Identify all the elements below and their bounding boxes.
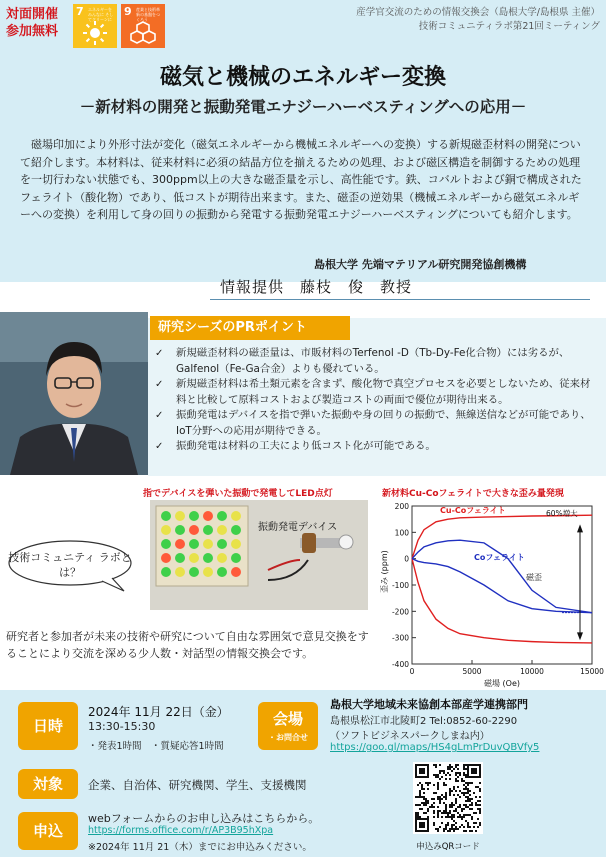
apply-deadline: ※2024年 11月 21（木）までにお申込みください。 [88,842,312,853]
magnetostriction-chart [378,498,604,690]
led-figure-caption: 指でデバイスを弾いた振動で発電してLED点灯 [143,489,333,499]
page-title: 磁気と機械のエネルギー変換 [159,65,446,90]
led-dot [161,525,171,535]
cubes-icon [130,20,156,46]
led-dot [189,511,199,521]
led-dot [175,553,185,563]
apply-instruction: webフォームからのお申し込みはこちらから。 [88,812,320,825]
x-tick-label: 15000 [580,667,604,676]
led-dot [189,553,199,563]
presenter-affiliation: 島根大学 先端マテリアル研究開発協創機構 [314,258,527,271]
led-dot [175,511,185,521]
community-description: 研究者と参加者が未来の技術や研究について自由な雰囲気で意見交換をすることにより交流を深める少人数・対話型の情報交換会です。 [6,630,369,660]
sdg7-number: 7 [76,5,84,18]
led-dot [217,567,227,577]
led-dot [217,511,227,521]
sdg9-number: 9 [124,5,132,18]
qr-code-label: 申込みQRコード [416,842,480,852]
led-dot [189,567,199,577]
pr-point-text: 振動発電はデバイスを指で弾いた振動や身の回りの振動で、無線送信などが可能であり、IoT分野への応用が期待できる。 [176,409,591,437]
y-tick-label: -300 [391,633,409,643]
led-dot [203,539,213,549]
annotation-increase: 60%増大 [546,509,578,518]
led-dot [231,567,241,577]
event-text: 技術コミュニティラボ第21回ミーティング [418,21,600,32]
venue-label-box [258,702,318,750]
led-dot [231,511,241,521]
series-label-co: Coフェライト [474,553,525,562]
chart-x-label: 磁場 (Oe) [484,679,521,688]
led-dot [231,539,241,549]
device-label: 振動発電デバイス [258,522,338,533]
event-date: 2024年 11月 22日（金） [88,705,229,719]
led-dot [231,525,241,535]
led-dot [189,539,199,549]
host-text: 産学官交流のための情報交換会（島根大学/島根県 主催） [356,7,600,18]
led-dot [161,567,171,577]
pr-point [152,346,592,377]
chart-figure-caption: 新材料Cu-Coフェライトで大きな歪み量発現 [382,489,564,499]
date-label: 日時 [18,702,78,750]
led-dot [189,525,199,535]
qr-code-icon[interactable] [413,762,483,834]
y-tick-label: -100 [391,581,409,590]
check-icon: ✓ [155,348,164,359]
pr-point [152,408,592,439]
led-device-photo [150,500,368,610]
led-dot [161,539,171,549]
page-subtitle: －新材料の開発と振動発電エナジーハーベスティングへの応用－ [79,98,527,116]
pr-point-text: 新規磁歪材料の磁歪量は、市販材料のTerfenol -D（Tb-Dy-Fe化合物）には劣るが、Galfenol（Fe-Ga合金）よりも優れている。 [176,347,570,375]
led-dot [161,553,171,563]
led-dot [175,539,185,549]
free-label: 参加無料 [6,24,59,39]
venue-map-link[interactable]: https://goo.gl/maps/HS4gLmPrDuvQBVfy5 [330,742,540,753]
x-tick-label: 10000 [520,667,544,676]
presenter-name: 情報提供 藤枝 俊 教授 [220,278,413,296]
sdg7-label: エネルギーをみんなに そしてクリーンに [88,7,114,22]
y-tick-label: -200 [391,607,409,617]
y-tick-label: 0 [404,554,409,564]
apply-form-link[interactable]: https://forms.office.com/r/AP3B95hXpa [88,825,274,836]
sdg9-icon [121,4,165,48]
audience-text: 企業、自治体、研究機関、学生、支援機関 [88,778,307,792]
pr-point-text: 振動発電は材料の工夫により低コスト化が可能である。 [176,440,436,452]
led-dot [175,567,185,577]
y-tick-label: -400 [391,660,409,669]
pr-point [152,439,592,455]
venue-label: 会場 [272,710,303,728]
event-program-notes: ・発表1時間 ・質疑応答1時間 [88,741,224,752]
sdg9-label: 産業と技術革新の基盤をつくろう [136,7,160,22]
community-question: 技術コミュニティ ラボとは？ [8,551,132,579]
x-tick-label: 0 [409,667,415,676]
audience-label: 対象 [18,769,78,799]
sun-icon [82,20,108,46]
led-dot [203,567,213,577]
venue-note: （ソフトビジネスパークしまね内） [330,731,490,742]
led-dot [217,525,227,535]
check-icon: ✓ [155,410,164,421]
pr-points-list [152,346,592,455]
led-dot [231,553,241,563]
led-dot [203,525,213,535]
presenter-divider [210,299,590,300]
pr-point-text: 新規磁歪材料は希土類元素を含まず、酸化物で真空プロセスを必要としないため、従来材料と比較して原料コストおよび製造コストの両面で優位が期待出来る。 [176,378,591,406]
led-dot [217,553,227,563]
event-time: 13:30-15:30 [88,720,156,733]
y-tick-label: 200 [394,502,409,511]
venue-name: 島根大学地域未来協創本部産学連携部門 [330,698,528,711]
in-person-label: 対面開催 [6,7,59,22]
led-dot [161,511,171,521]
y-tick-label: 100 [394,528,409,538]
contact-label: ・お問合せ [268,733,308,742]
led-dot [203,553,213,563]
pr-point [152,377,592,408]
check-icon: ✓ [155,379,164,390]
series-label-cuco: Cu-Coフェライト [440,506,506,515]
venue-address: 島根県松江市北陵町2 Tel:0852-60-2290 [330,716,518,727]
annotation-strain: 磁歪 [526,573,542,582]
sdg7-icon [73,4,117,48]
led-dot [217,539,227,549]
pr-points-title: 研究シーズのPRポイント [150,316,350,340]
presenter-photo [0,312,148,475]
check-icon: ✓ [155,441,164,452]
led-dot [175,525,185,535]
apply-label: 申込 [18,812,78,850]
led-dot [203,511,213,521]
free-admission-tag [6,6,58,40]
chart-y-label: 歪み (ppm) [380,550,389,593]
x-tick-label: 5000 [462,667,482,676]
intro-paragraph: 磁場印加により外形寸法が変化（磁気エネルギーから機械エネルギーへの変換）する新規磁歪材料の開発について紹介します。本材料は、従来材料に必須の結晶方位を揃えるための処理、および磁区構造を制御するための処理を一切行わない状態でも、300ppm以上の大きな磁歪量を示し、高性能です。鉄、コバルトおよび銅で構成されたフェライト（酸化物）であり、低コストが期待出来ます。また、磁歪の逆効果（機械エネルギーから磁気エネルギーへの変換）を利用して身の回りの振動から発電する振動発電エナジーハーベスティングについても紹介します。 [20,138,582,221]
